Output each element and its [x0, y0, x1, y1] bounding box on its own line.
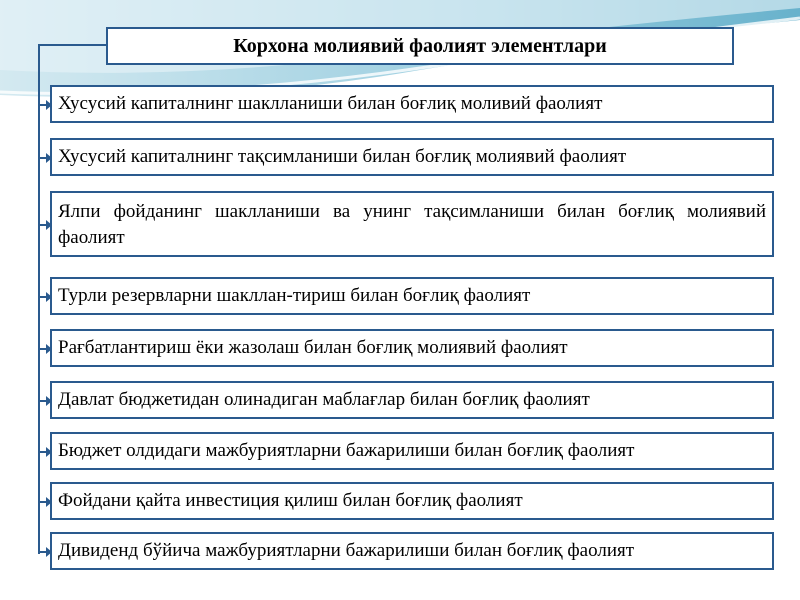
arrow-connector	[40, 296, 50, 298]
arrow-connector	[40, 501, 50, 503]
arrow-connector	[40, 157, 50, 159]
diagram-title: Корхона молиявий фаолият элементлари	[106, 27, 734, 65]
connector-top	[38, 44, 108, 46]
arrow-connector	[40, 104, 50, 106]
element-box-3: Ялпи фойданинг шаклланиши ва унинг тақсимланиши билан боғлиқ молиявий фаолият	[50, 191, 774, 257]
element-box-9: Дивиденд бўйича мажбуриятларни бажарилиши билан боғлиқ фаолият	[50, 532, 774, 570]
arrow-connector	[40, 348, 50, 350]
element-box-1: Хусусий капиталнинг шаклланиши билан боғлиқ моливий фаолият	[50, 85, 774, 123]
arrow-connector	[40, 551, 50, 553]
element-box-2: Хусусий капиталнинг тақсимланиши билан боғлиқ молиявий фаолият	[50, 138, 774, 176]
arrow-connector	[40, 451, 50, 453]
arrow-connector	[40, 224, 50, 226]
connector-spine	[38, 45, 40, 554]
element-box-6: Давлат бюджетидан олинадиган маблағлар билан боғлиқ фаолият	[50, 381, 774, 419]
arrow-connector	[40, 400, 50, 402]
element-box-4: Турли резервларни шакллан-тириш билан боғлиқ фаолият	[50, 277, 774, 315]
element-box-7: Бюджет олдидаги мажбуриятларни бажарилиши билан боғлиқ фаолият	[50, 432, 774, 470]
element-box-8: Фойдани қайта инвестиция қилиш билан боғлиқ фаолият	[50, 482, 774, 520]
element-box-5: Рағбатлантириш ёки жазолаш билан боғлиқ молиявий фаолият	[50, 329, 774, 367]
